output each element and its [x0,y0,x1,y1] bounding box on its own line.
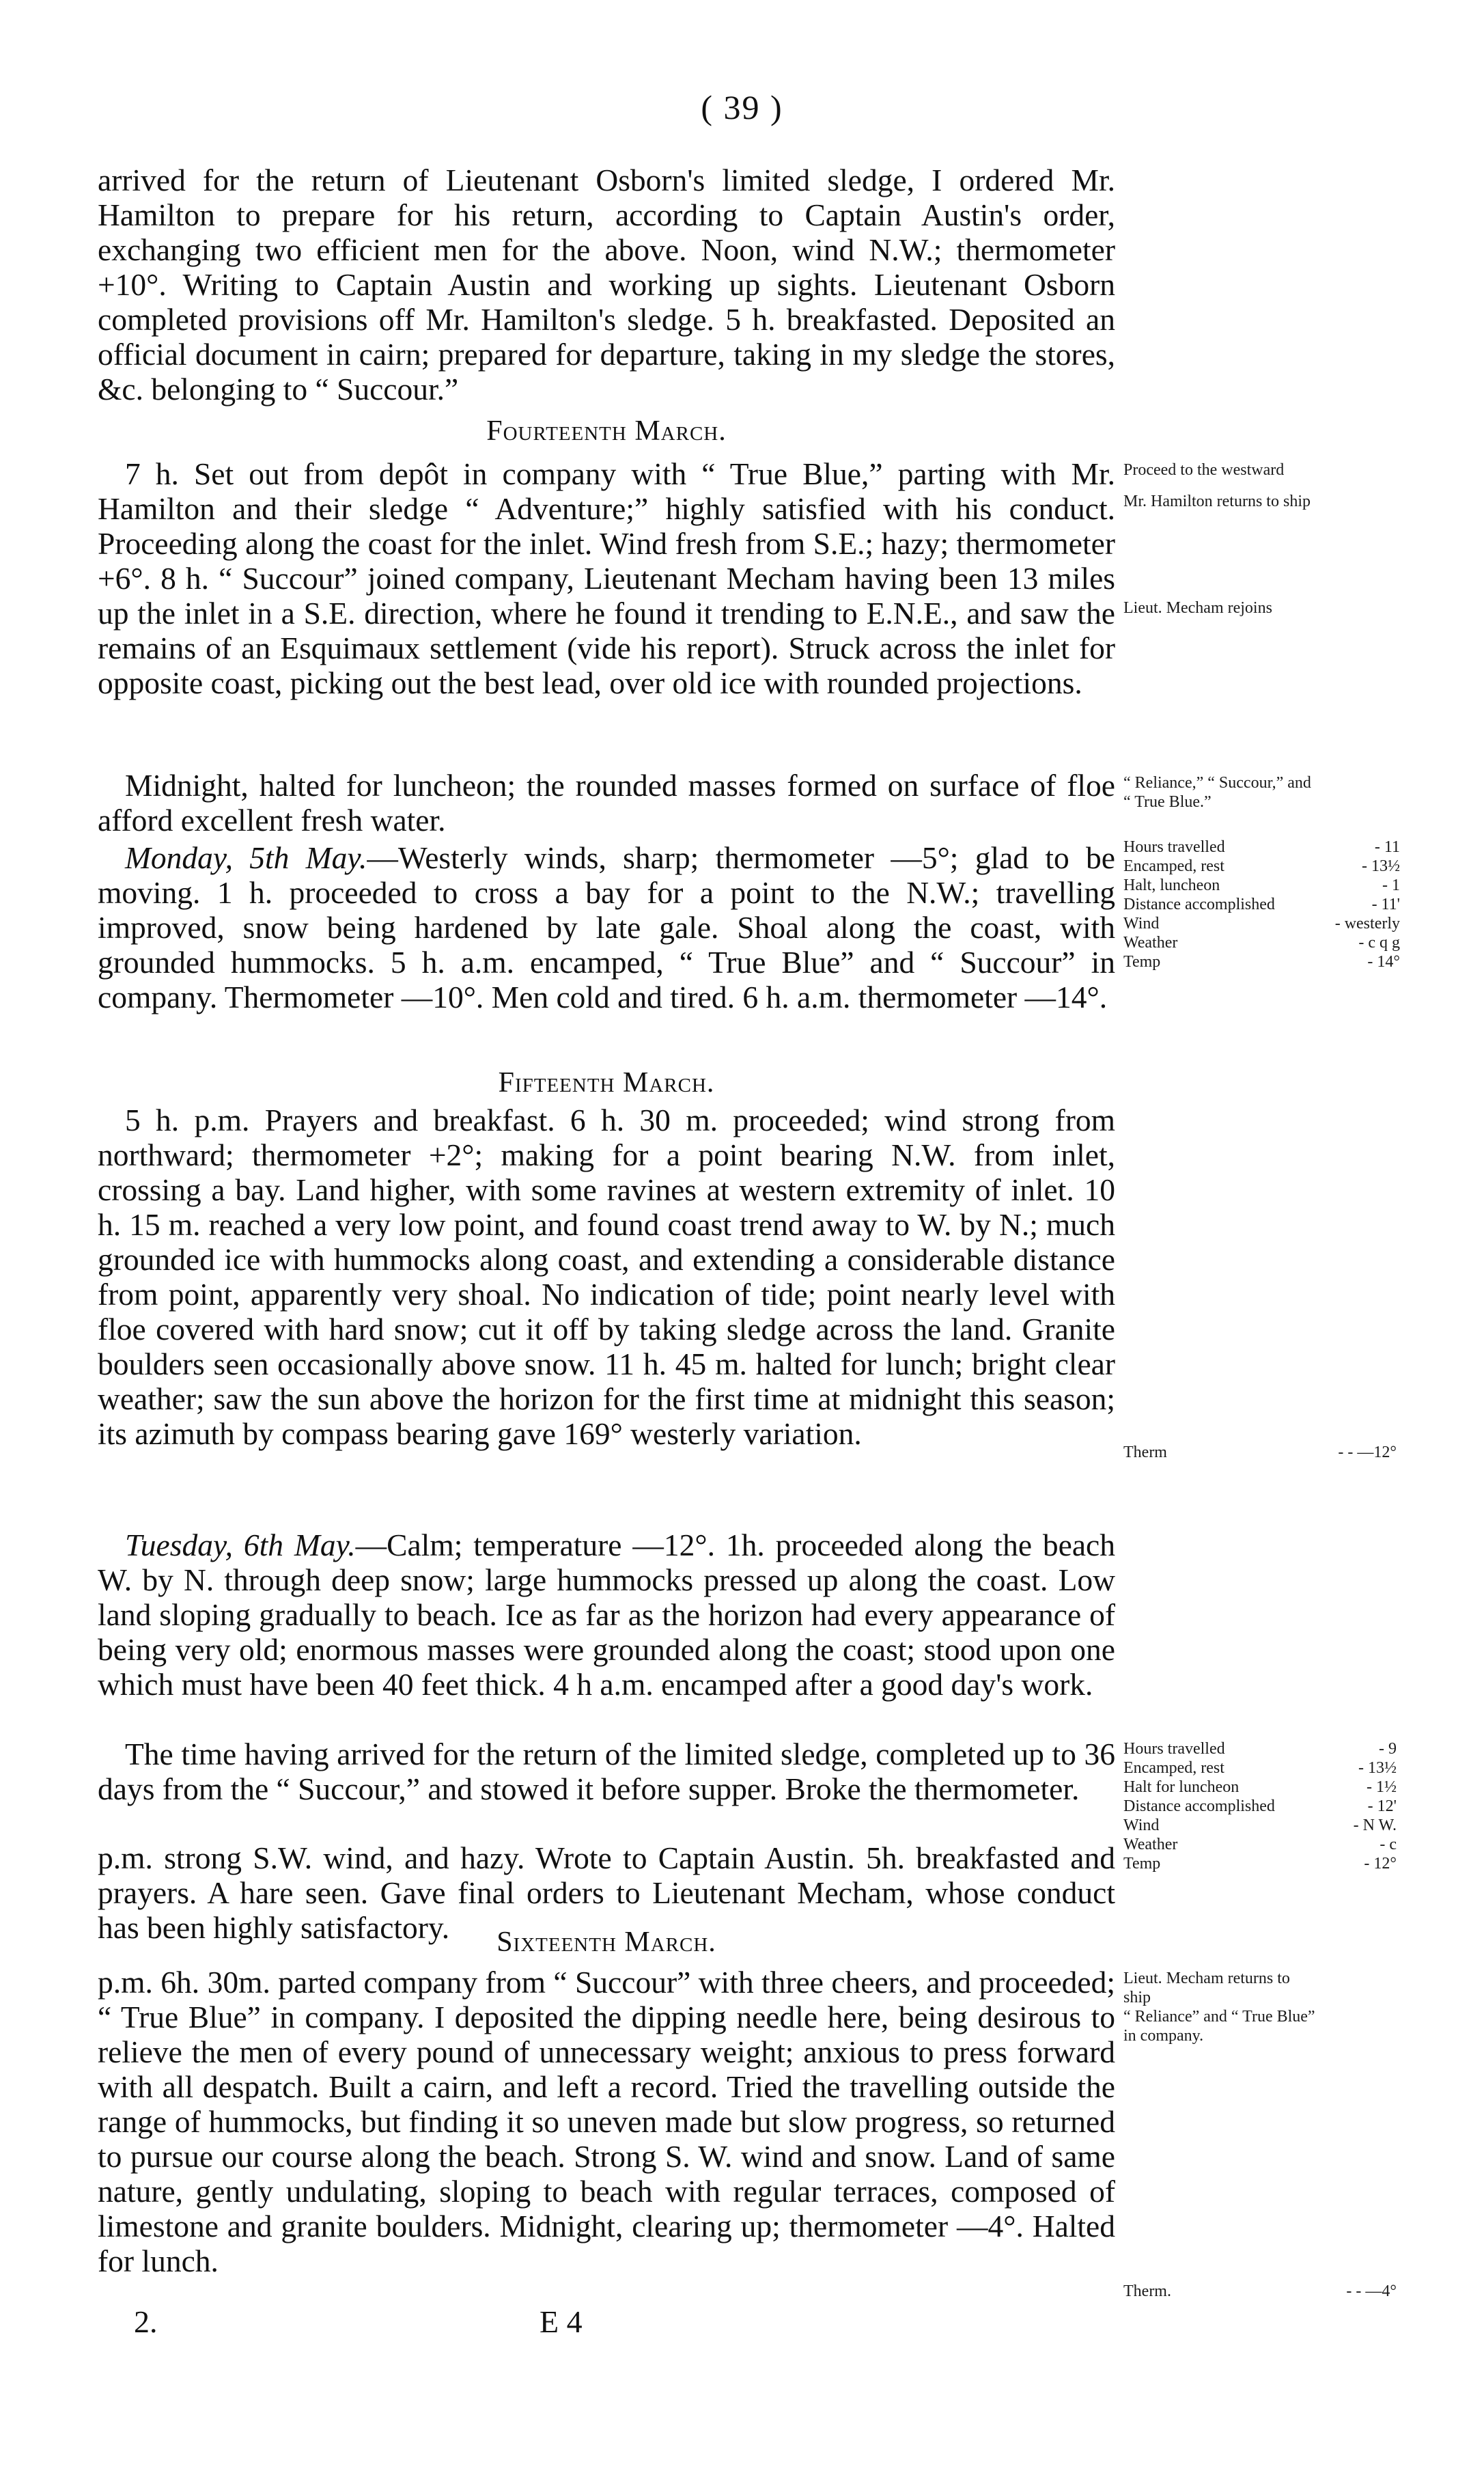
body-text-block-3 [98,768,1115,838]
stats-row [1123,838,1400,857]
stats-row [1123,1778,1397,1797]
stats-row [1123,1739,1397,1758]
stats-value: - 9 [1379,1740,1397,1758]
therm-label: Therm. [1123,2282,1171,2300]
stats-value: - c q g [1358,934,1400,952]
margin-note-text: “ Reliance” and “ True Blue” [1123,2008,1315,2026]
journal-stats-table-1 [1123,838,1400,971]
stats-value: - 13½ [1358,1759,1397,1777]
stats-value: - 1½ [1367,1778,1397,1796]
margin-note-text: Mr. Hamilton returns to ship [1123,493,1311,510]
stats-value: - 14° [1367,953,1400,971]
stats-value: - 12° [1364,1855,1397,1873]
stats-label: Encamped, rest [1123,857,1224,875]
stats-value: - N W. [1353,1817,1397,1834]
section-heading-sixteenth-march: Sixteenth March. [496,1926,716,1958]
margin-note-proceed-westward [1123,460,1397,511]
body-text-block-9 [98,1965,1115,2278]
paragraph: 7 h. Set out from depôt in company with “ True Blue,” parting with Mr. Hamilton and their sledge “ Adventure;” highly satisfied with his conduct. Proceeding along the coast for the inlet. Wind fresh from S.E.; hazy; thermometer +6°. 8 h. “ Succour” joined company, Lieutenant Mecham having been 13 miles up the inlet in a S.E. direction, where he found it trending to E.N.E., and saw the remains of an Esquimaux settlement (vide his report). Struck across the inlet for opposite coast, picking out the best lead, over old ice with rounded projections. [98,456,1115,700]
signature-mark: 2. [134,2304,158,2339]
margin-note-text: Lieut. Mecham returns to [1123,1970,1290,1987]
margin-note-text: “ Reliance,” “ Succour,” and [1123,774,1311,792]
stats-row [1123,1854,1397,1873]
margin-note-text: Proceed to the westward [1123,461,1285,479]
stats-row [1123,952,1400,971]
stats-row [1123,1797,1397,1816]
body-text-block-5 [98,1103,1115,1451]
stats-label: Temp [1123,953,1161,971]
stats-label: Halt for luncheon [1123,1778,1240,1796]
stats-label: Encamped, rest [1123,1759,1224,1777]
paragraph: 5 h. p.m. Prayers and breakfast. 6 h. 30 m. proceeded; wind strong from northward; thermometer +2°; making for a point bearing N.W. from inlet, crossing a bay. Land higher, with some ravines at western extremity of inlet. 10 h. 15 m. reached a very low point, and found coast trend away to W. by N.; much grounded ice with hummocks along coast, and extending a considerable distance from point, apparently very shoal. No indication of tide; point nearly level with floe covered with hard snow; cut it off by taking sledge across the land. Granite boulders seen occasionally above snow. 11 h. 45 m. halted for lunch; bright clear weather; saw the sun above the horizon for the first time at midnight this season; its azimuth by compass bearing gave 169° westerly variation. [98,1103,1115,1451]
stats-row [1123,857,1400,876]
stats-row [1123,914,1400,933]
stats-label: Hours travelled [1123,838,1225,856]
therm-value: - - —12° [1338,1444,1397,1461]
stats-label: Distance accomplished [1123,1797,1275,1815]
thermometer-note-2 [1123,2282,1397,2301]
paragraph: Midnight, halted for luncheon; the rounded masses formed on surface of floe afford excellent fresh water. [98,768,1115,838]
stats-label: Wind [1123,1817,1160,1834]
body-text-block-6 [98,1528,1115,1702]
margin-note-text: in company. [1123,2027,1204,2045]
stats-value: - 1 [1382,876,1400,894]
stats-label: Wind [1123,915,1160,933]
stats-row [1123,1758,1397,1778]
margin-note-mecham-returns [1123,1969,1397,2045]
stats-value: - 11 [1374,838,1400,856]
stats-row [1123,876,1400,895]
section-heading-fifteenth-march: Fifteenth March. [498,1067,715,1099]
margin-note-text: Lieut. Mecham rejoins [1123,599,1272,617]
section-heading-fourteenth-march: Fourteenth March. [486,415,727,447]
stats-label: Hours travelled [1123,1740,1225,1758]
stats-label: Distance accomplished [1123,896,1275,913]
stats-value: - 12' [1367,1797,1397,1815]
paragraph-text: —Calm; temperature —12°. 1h. proceeded along the beach W. by N. through deep snow; large hummocks pressed up along the coast. Low land sloping gradually to beach. Ice as far as the horizon had every appearance of being very old; enormous masses were grounded along the coast; stood upon one which must have been 40 feet thick. 4 h a.m. encamped after a good day's work. [98,1528,1115,1702]
margin-note-text: ship [1123,1989,1151,2006]
paragraph: arrived for the return of Lieutenant Osborn's limited sledge, I ordered Mr. Hamilton to prepare for his return, according to Captain Austin's order, exchanging two efficient men for the above. Noon, wind N.W.; thermometer +10°. Writing to Captain Austin and working up sights. Lieutenant Osborn completed provisions off Mr. Hamilton's sledge. 5 h. breakfasted. Deposited an official document in cairn; prepared for departure, taking in my sledge the stores, &c. belonging to “ Succour.” [98,163,1115,406]
therm-value: - - —4° [1346,2282,1397,2300]
stats-label: Weather [1123,1836,1178,1853]
sheet-mark: E 4 [540,2304,583,2339]
journal-stats-table-2 [1123,1739,1397,1873]
stats-row [1123,933,1400,952]
therm-label: Therm [1123,1444,1167,1461]
stats-label: Weather [1123,934,1178,952]
margin-note-mecham-rejoins [1123,598,1397,618]
body-text-block-7 [98,1737,1115,1806]
page-number: ( 39 ) [701,88,783,126]
stats-row [1123,895,1400,914]
stats-row [1123,1835,1397,1854]
thermometer-note-1 [1123,1443,1397,1462]
body-text-block-1 [98,163,1115,406]
paragraph [98,840,1115,1014]
stats-value: - c [1380,1836,1397,1853]
paragraph [98,1528,1115,1702]
stats-label: Temp [1123,1855,1161,1873]
stats-label: Halt, luncheon [1123,876,1220,894]
paragraph: p.m. 6h. 30m. parted company from “ Succour” with three cheers, and proceeded; “ True Blue” in company. I deposited the dipping needle here, being desirous to relieve the men of every pound of unnecessary weight; anxious to press forward with all despatch. Built a cairn, and left a record. Tried the travelling outside the range of hummocks, but finding it so uneven made but slow progress, so returned to pursue our course along the beach. Strong S. W. wind and snow. Land of same nature, gently undulating, sloping to beach with regular terraces, composed of limestone and granite boulders. Midnight, clearing up; thermometer —4°. Halted for lunch. [98,1965,1115,2278]
paragraph: The time having arrived for the return of the limited sledge, completed up to 36 days from the “ Succour,” and stowed it before supper. Broke the thermometer. [98,1737,1115,1806]
body-text-block-4 [98,840,1115,1014]
body-text-block-2 [98,456,1115,700]
margin-note-text: “ True Blue.” [1123,793,1212,811]
date-label: Tuesday, 6th May. [125,1528,356,1562]
date-label: Monday, 5th May. [125,840,367,875]
stats-value: - westerly [1334,915,1400,933]
paragraph-text: —Westerly winds, sharp; thermometer —5°; glad to be moving. 1 h. proceeded to cross a bay for a point to the N.W.; travelling improved, snow being hardened by late gale. Shoal along the coast, with grounded hummocks. 5 h. a.m. encamped, “ True Blue” and “ Succour” in company. Thermometer —10°. Men cold and tired. 6 h. a.m. thermometer —14°. [98,840,1115,1014]
stats-value: - 11' [1371,896,1400,913]
stats-row [1123,1816,1397,1835]
margin-note-reliance-succour [1123,773,1397,812]
paragraph: p.m. strong S.W. wind, and hazy. Wrote to Captain Austin. 5h. breakfasted and prayers. A hare seen. Gave final orders to Lieutenant Mecham, whose conduct has been highly satisfactory. [98,1840,1115,1945]
stats-value: - 13½ [1362,857,1400,875]
